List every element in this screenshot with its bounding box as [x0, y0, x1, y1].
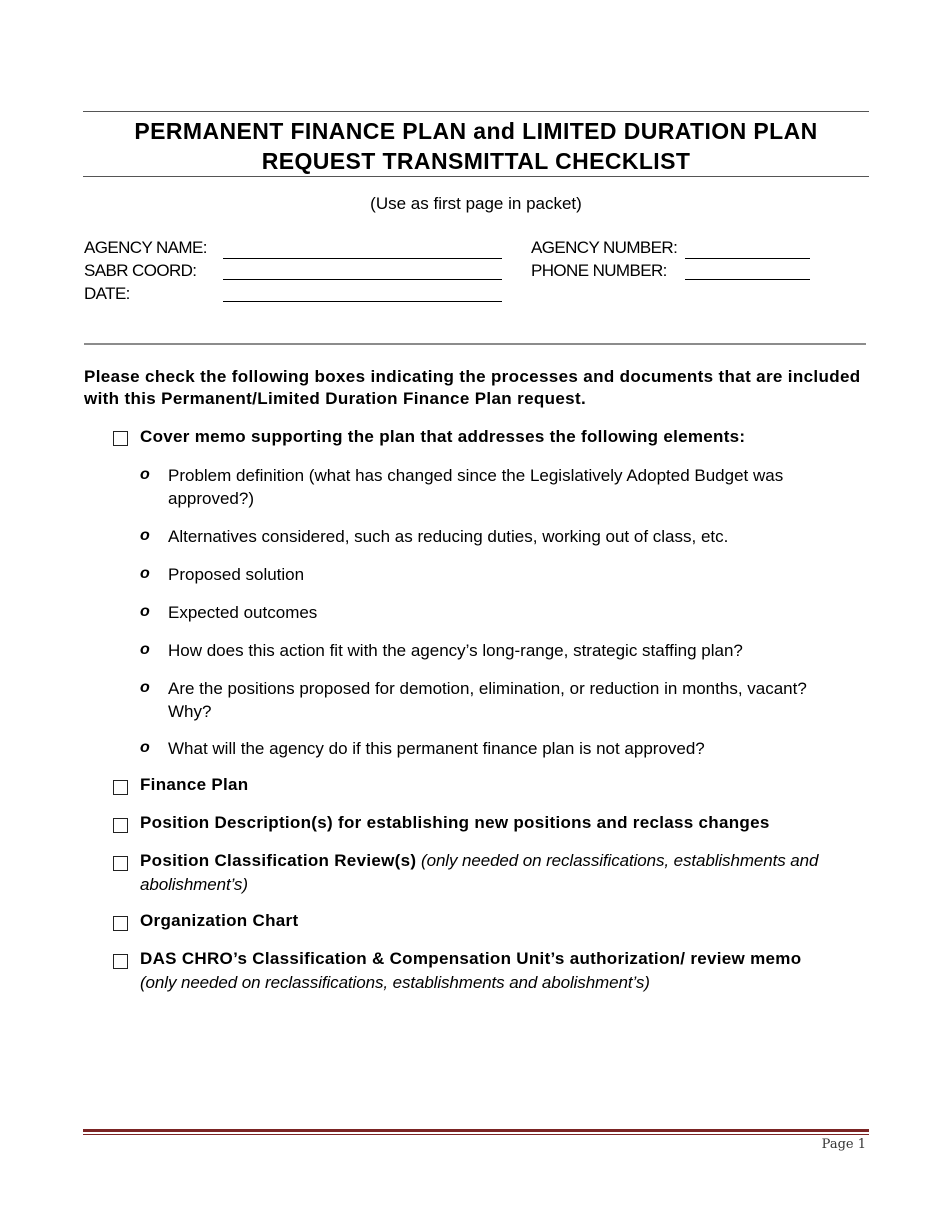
phone-number-field[interactable] [685, 279, 810, 280]
bullet-icon: o [140, 739, 150, 756]
checkbox-das-chro-memo[interactable] [113, 954, 128, 969]
agency-number-field[interactable] [685, 258, 810, 259]
agency-number-label: AGENCY NUMBER: [531, 238, 678, 257]
checklist-label: Position Description(s) for establishing new positions and reclass changes [140, 813, 770, 832]
bullet-icon: o [140, 679, 150, 696]
sub-item-proposed-solution: Proposed solution [168, 565, 305, 584]
checklist-label: DAS CHRO’s Classification & Compensation Unit’s authorization/ review memo [140, 949, 802, 968]
date-label: DATE: [84, 284, 130, 303]
agency-name-label: AGENCY NAME: [84, 238, 207, 257]
sub-item-expected-outcomes: Expected outcomes [168, 603, 318, 622]
footer-rule-thick [83, 1129, 869, 1132]
footer-rule-thin [83, 1134, 869, 1135]
checklist-note: (only needed on reclassifications, establishments and abolishment’s) [140, 973, 650, 992]
sub-item-not-approved: What will the agency do if this permanent finance plan is not approved? [168, 739, 705, 758]
sub-item-strategic-fit: How does this action fit with the agency’s long-range, strategic staffing plan? [168, 641, 743, 660]
checkbox-classification-review[interactable] [113, 856, 128, 871]
checkbox-cover-memo[interactable] [113, 431, 128, 446]
checklist-item-organization-chart [140, 909, 862, 933]
bullet-icon: o [140, 565, 150, 582]
bullet-icon: o [140, 641, 150, 658]
sub-item-vacant-positions: Are the positions proposed for demotion, elimination, or reduction in months, vacant? Why? [168, 679, 807, 721]
checklist-note: (only needed on reclassifications, establishments and abolishment’s) [140, 851, 819, 894]
title-bottom-rule [83, 176, 869, 177]
checklist-item-position-description [140, 811, 862, 835]
page-title [83, 116, 869, 176]
section-divider [84, 343, 866, 345]
date-field[interactable] [223, 301, 502, 302]
checkbox-position-description[interactable] [113, 818, 128, 833]
checklist-label: Finance Plan [140, 775, 249, 794]
sub-item-alternatives: Alternatives considered, such as reducing duties, working out of class, etc. [168, 527, 729, 546]
sabr-coord-label: SABR COORD: [84, 261, 197, 280]
sub-item-problem-definition: Problem definition (what has changed since the Legislatively Adopted Budget was approved?) [168, 466, 784, 508]
checklist-item-cover-memo [140, 425, 862, 449]
checklist-label: Cover memo supporting the plan that addresses the following elements: [140, 427, 746, 446]
title-line-2: REQUEST TRANSMITTAL CHECKLIST [261, 148, 691, 174]
bullet-icon: o [140, 603, 150, 620]
page-number: Page 1 [821, 1137, 866, 1152]
sabr-coord-field[interactable] [223, 279, 502, 280]
checklist-label: Position Classification Review(s) [140, 851, 417, 870]
checkbox-organization-chart[interactable] [113, 916, 128, 931]
checkbox-finance-plan[interactable] [113, 780, 128, 795]
checklist-item-finance-plan [140, 773, 862, 797]
subtitle: (Use as first page in packet) [370, 194, 582, 213]
bullet-icon: o [140, 466, 150, 483]
checklist-item-classification-review [140, 849, 862, 897]
title-line-1: PERMANENT FINANCE PLAN and LIMITED DURATION PLAN [134, 118, 818, 144]
bullet-icon: o [140, 527, 150, 544]
agency-name-field[interactable] [223, 258, 502, 259]
phone-number-label: PHONE NUMBER: [531, 261, 667, 280]
title-top-rule [83, 111, 869, 112]
checklist-label: Organization Chart [140, 911, 299, 930]
instructions: Please check the following boxes indicating the processes and documents that are included with this Permanent/Limited Duration Finance Plan request. [84, 367, 861, 408]
checklist-item-das-chro-memo [140, 947, 830, 995]
